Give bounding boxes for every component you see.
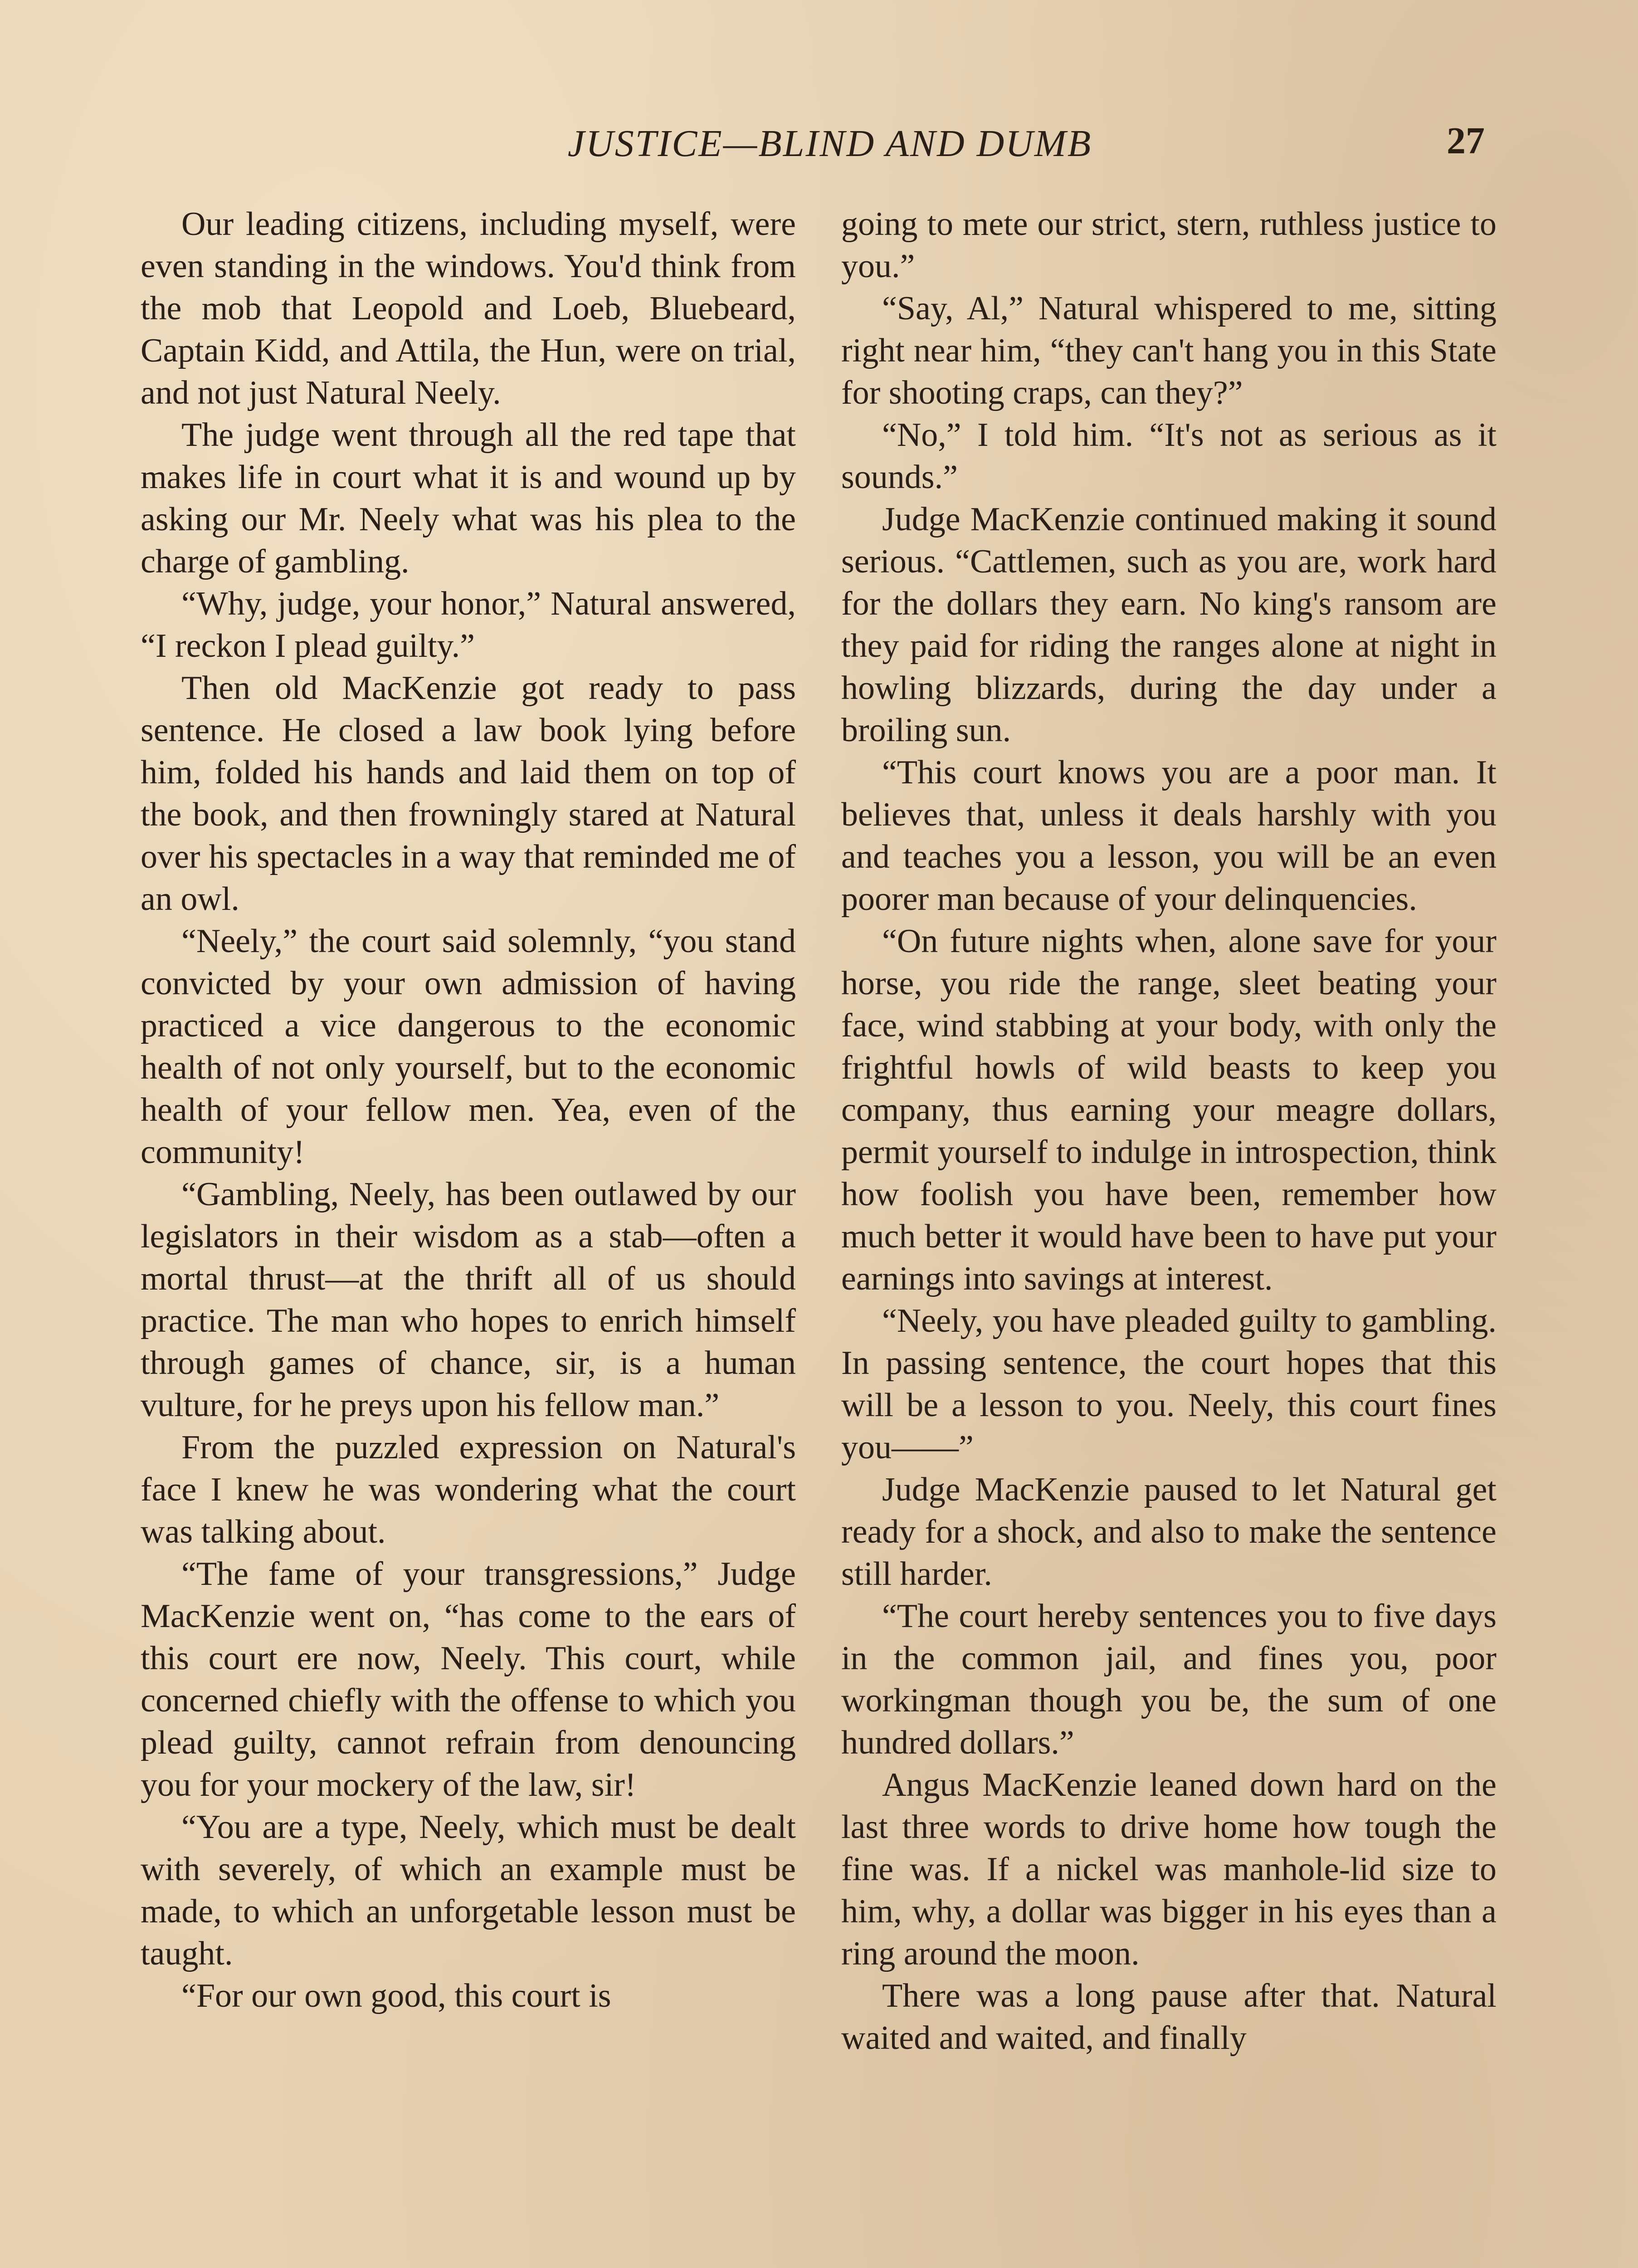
paragraph: Then old MacKenzie got ready to pass sentence. He closed a law book lying before him, folded his hands and laid them on top of the book, and then frowningly stared at Natural over his spectacles in a way that reminded me of an owl. (141, 670, 796, 918)
paragraph: “Neely,” the court said solemnly, “you stand convicted by your own admission of having practiced a vice dangerous to the economic health of not only yourself, but to the economic health of your fellow men. Yea, even of the community! (141, 923, 796, 1171)
running-head: JUSTICE—BLIND AND DUMB (567, 122, 1092, 165)
paragraph: “Why, judge, your honor,” Natural answered, “I reckon I plead guilty.” (141, 585, 796, 665)
paragraph: going to mete our strict, stern, ruthless justice to you.” (841, 205, 1497, 285)
paragraph: “For our own good, this court is (181, 1977, 611, 2014)
paragraph: “Say, Al,” Natural whispered to me, sitting right near him, “they can't hang you in this State for shooting craps, can they?” (841, 290, 1497, 411)
page-number: 27 (1447, 120, 1485, 162)
paragraph: “You are a type, Neely, which must be dealt with severely, of which an example must be made, to which an unforgetable lesson must be taught. (141, 1809, 796, 1972)
paragraph: “The court hereby sentences you to five days in the common jail, and fines you, poor workingman though you be, the sum of one hundred dollars.” (841, 1598, 1497, 1761)
paragraph: There was a long pause after that. Natural waited and waited, and finally (841, 1977, 1497, 2057)
paragraph: The judge went through all the red tape that makes life in court what it is and wound up by asking our Mr. Neely what was his plea to the charge of gambling. (141, 416, 796, 580)
paragraph: Judge MacKenzie continued making it sound serious. “Cattlemen, such as you are, work hard for the dollars they earn. No king's ransom are they paid for riding the ranges alone at night in howling blizzards, during the day under a broiling sun. (841, 501, 1497, 749)
left-text-column (141, 203, 796, 2017)
paragraph: “Gambling, Neely, has been outlawed by our legislators in their wisdom as a stab—often a mortal thrust—at the thrift all of us should practice. The man who hopes to enrich himself through games of chance, sir, is a human vulture, for he preys upon his fellow man.” (141, 1176, 796, 1424)
right-text-column (841, 203, 1497, 2059)
paragraph: Our leading citizens, including myself, were even standing in the windows. You'd think from the mob that Leopold and Loeb, Bluebeard, Captain Kidd, and Attila, the Hun, were on trial, and not just Natural Neely. (141, 205, 796, 411)
paragraph: “This court knows you are a poor man. It believes that, unless it deals harshly with you and teaches you a lesson, you will be an even poorer man because of your delinquencies. (841, 754, 1497, 918)
paragraph: Judge MacKenzie paused to let Natural get ready for a shock, and also to make the sentence still harder. (841, 1471, 1497, 1593)
paragraph: “Neely, you have pleaded guilty to gambling. In passing sentence, the court hopes that this will be a lesson to you. Neely, this court fines you——” (841, 1302, 1497, 1466)
paragraph: “No,” I told him. “It's not as serious as it sounds.” (841, 416, 1497, 496)
paragraph: “The fame of your transgressions,” Judge MacKenzie went on, “has come to the ears of this court ere now, Neely. This court, while concerned chiefly with the offense to which you plead guilty, cannot refrain from denouncing you for your mockery of the law, sir! (141, 1555, 796, 1804)
paragraph: From the puzzled expression on Natural's face I knew he was wondering what the court was talking about. (141, 1429, 796, 1550)
paragraph: “On future nights when, alone save for your horse, you ride the range, sleet beating your face, wind stabbing at your body, with only the frightful howls of wild beasts to keep you company, thus earning your meagre dollars, permit yourself to indulge in introspection, think how foolish you have been, remember how much better it would have been to have put your earnings into savings at interest. (841, 923, 1497, 1297)
paragraph: Angus MacKenzie leaned down hard on the last three words to drive home how tough the fine was. If a nickel was manhole-lid size to him, why, a dollar was bigger in his eyes than a ring around the moon. (841, 1766, 1497, 1972)
